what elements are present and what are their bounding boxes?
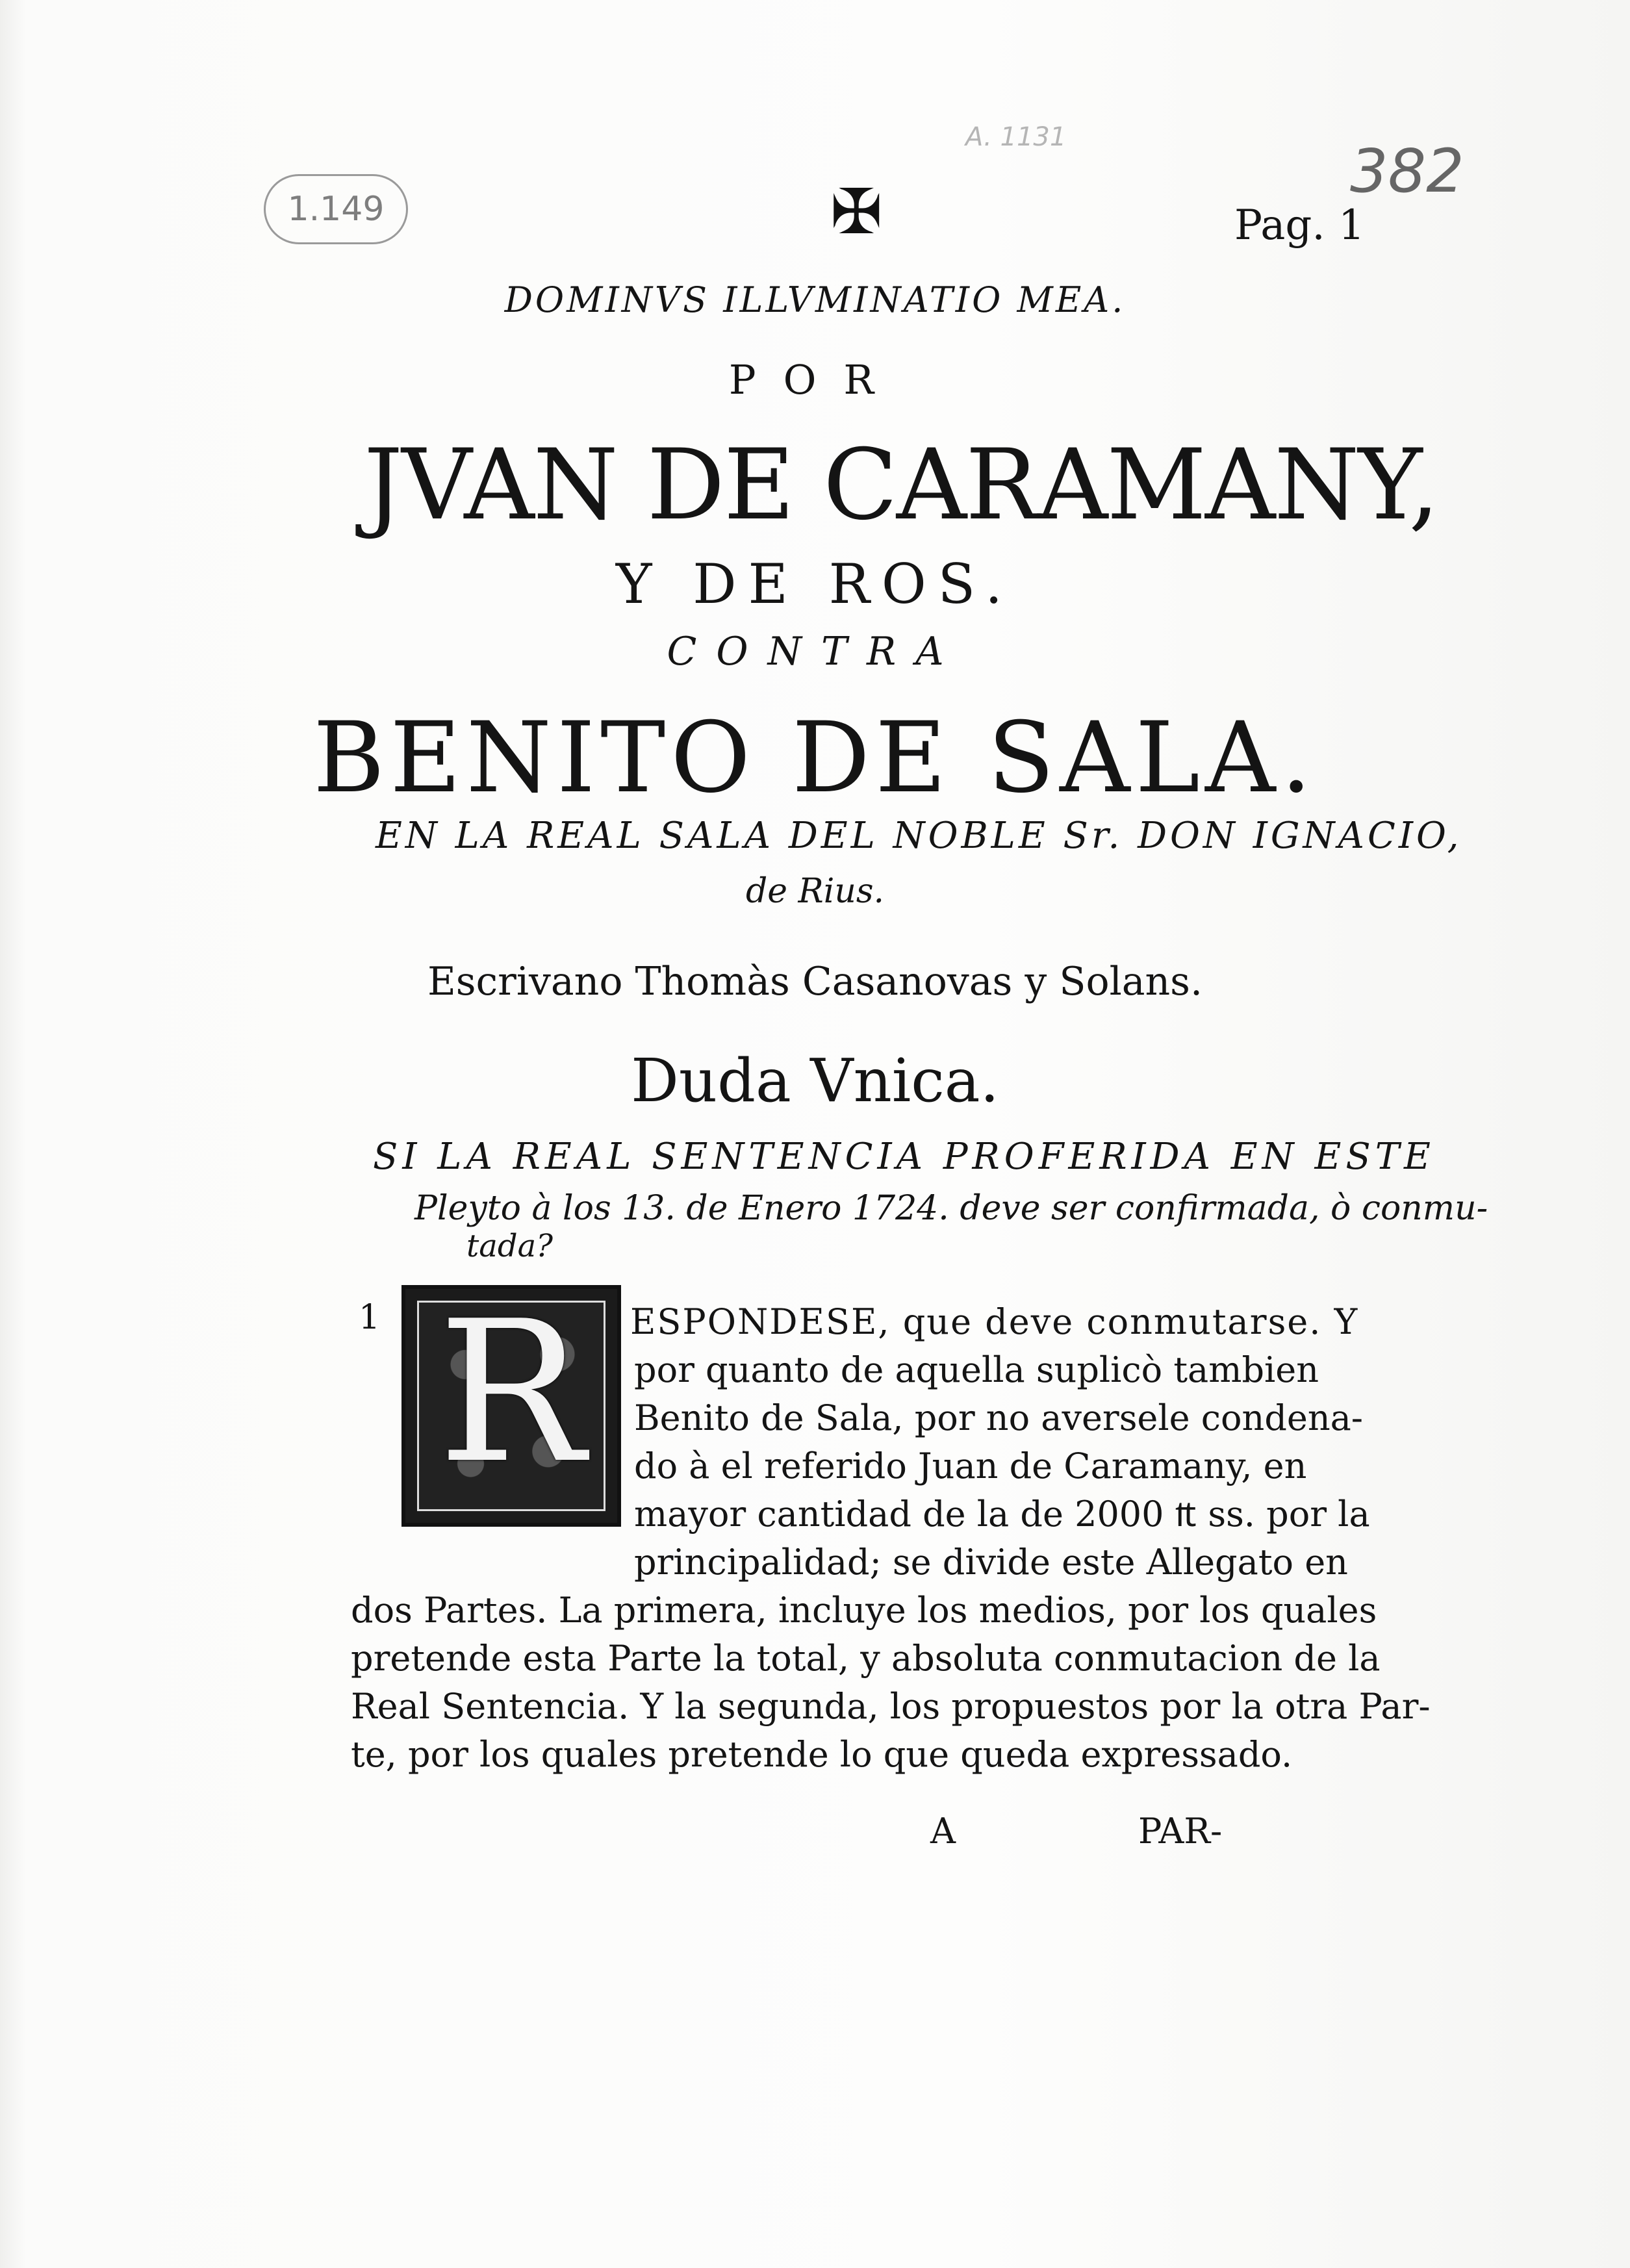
drop-cap-letter: R	[438, 1279, 585, 1506]
party2-name: BENITO DE SALA.	[312, 702, 1318, 815]
question-line-1: SI LA REAL SENTENCIA PROFERIDA EN ESTE	[373, 1136, 1435, 1178]
signature-mark: A	[930, 1811, 956, 1852]
question-line-3: tada?	[466, 1228, 553, 1264]
body-line: mayor cantidad de la de 2000 ₶ ss. por la	[634, 1494, 1370, 1535]
body-line: Real Sentencia. Y la segunda, los propuestos por la otra Par-	[351, 1686, 1431, 1727]
question-line-2: Pleyto à los 13. de Enero 1724. deve ser confirmada, ò conmu-	[414, 1189, 1488, 1228]
party1-surname: Y DE ROS.	[616, 552, 1014, 616]
paragraph-number: 1	[359, 1298, 381, 1337]
body-line: dos Partes. La primera, incluye los medios, por los quales	[351, 1590, 1377, 1631]
escrivano-line: Escrivano Thomàs Casanovas y Solans.	[427, 959, 1203, 1004]
court-line-2: de Rius.	[745, 872, 885, 911]
motto: DOMINVS ILLVMINATIO MEA.	[504, 279, 1126, 320]
catchword: PAR-	[1138, 1811, 1223, 1852]
ornamental-drop-cap	[401, 1279, 621, 1527]
question-heading: Duda Vnica.	[631, 1046, 999, 1115]
contra-label: CONTRA	[667, 629, 963, 674]
body-line: ESPONDESE, que deve conmutarse. Y	[630, 1301, 1359, 1342]
archive-number-stamp	[264, 174, 408, 244]
court-line-1: EN LA REAL SALA DEL NOBLE Sr. DON IGNACIO,	[376, 815, 1462, 857]
top-pencil-note: A. 1131	[965, 122, 1067, 152]
body-line: por quanto de aquella suplicò tambien	[634, 1349, 1319, 1390]
party1-name: JVAN DE CARAMANY,	[364, 429, 1438, 542]
body-line: do à el referido Juan de Caramany, en	[634, 1446, 1307, 1486]
cross-icon: ✠	[830, 175, 883, 248]
body-line: principalidad; se divide este Allegato en	[634, 1542, 1348, 1583]
page-number: Pag. 1	[1234, 201, 1365, 249]
body-line: te, por los quales pretende lo que queda expressado.	[351, 1734, 1293, 1775]
folio-number: 382	[1350, 136, 1464, 206]
body-line: pretende esta Parte la total, y absoluta conmutacion de la	[351, 1638, 1381, 1679]
por-label: POR	[728, 356, 902, 403]
archive-number: 1.149	[287, 190, 385, 229]
body-line: Benito de Sala, por no aversele condena-	[634, 1397, 1364, 1438]
